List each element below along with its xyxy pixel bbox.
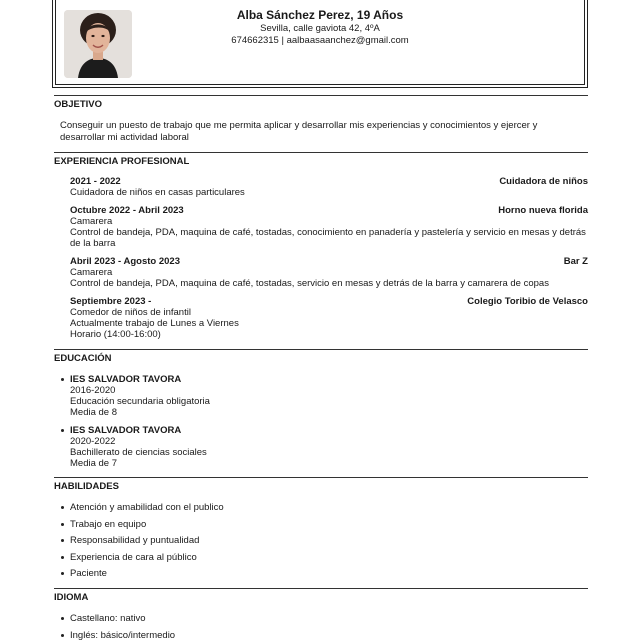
job-description: Control de bandeja, PDA, maquina de café, tostadas, conocimiento en panadería y pastelería y servicio en mesas y detrás de la barra (70, 227, 586, 249)
list-item: Trabajo en equipo (58, 519, 578, 530)
job-description: Control de bandeja, PDA, maquina de café, tostadas, servicio en mesas y detrás de la barra y camarera de copas (70, 278, 549, 289)
candidate-address: Sevilla, calle gaviota 42, 4ºA (260, 23, 380, 34)
language-list (58, 613, 578, 640)
list-item (58, 425, 578, 469)
job-dates: Abril 2023 - Agosto 2023 (70, 256, 180, 267)
candidate-name: Alba Sánchez Perez, 19 Años (236, 8, 404, 22)
list-item (58, 374, 578, 418)
education-list (58, 374, 578, 476)
job-hours: Horario (14:00-16:00) (70, 329, 161, 340)
list-item: Inglés: básico/intermedio (58, 630, 578, 640)
education-years: 2020-2022 (70, 436, 116, 447)
section-title-objetivo: OBJETIVO (54, 95, 588, 110)
candidate-contact: 674662315 | aalbaasaanchez@gmail.com (231, 34, 409, 46)
education-years: 2016-2020 (70, 385, 116, 396)
job-entry (70, 205, 588, 249)
section-title-experiencia: EXPERIENCIA PROFESIONAL (54, 152, 588, 167)
job-description: Cuidadora de niños en casas particulares (70, 187, 245, 198)
header-text (56, 8, 584, 46)
list-item: Atención y amabilidad con el publico (58, 502, 578, 513)
job-role: Camarera (70, 216, 113, 227)
job-dates: Septiembre 2023 - (70, 296, 152, 307)
job-schedule: Actualmente trabajo de Lunes a Viernes (70, 318, 239, 329)
education-degree: Bachillerato de ciencias sociales (70, 447, 207, 458)
objetivo-text: Conseguir un puesto de trabajo que me permita aplicar y desarrollar mis experiencias y conocimientos y ejercer y desarrollar mi actividad laboral (60, 120, 538, 143)
header-box (52, 0, 588, 88)
job-role: Comedor de niños de infantil (70, 307, 191, 318)
section-title-habilidades: HABILIDADES (54, 477, 588, 492)
education-school: IES SALVADOR TAVORA (70, 425, 182, 436)
job-place: Horno nueva florida (498, 205, 588, 216)
education-grade: Media de 7 (70, 458, 118, 469)
education-school: IES SALVADOR TAVORA (70, 374, 182, 385)
job-place: Bar Z (563, 256, 588, 267)
job-place: Cuidadora de niños (499, 176, 588, 187)
education-degree: Educación secundaria obligatoria (70, 396, 210, 407)
job-role: Camarera (70, 267, 113, 278)
job-dates: Octubre 2022 - Abril 2023 (70, 205, 184, 216)
job-place: Colegio Toribio de Velasco (467, 296, 588, 307)
job-entry (70, 296, 588, 340)
job-dates: 2021 - 2022 (70, 176, 121, 187)
list-item: Paciente (58, 568, 578, 579)
job-entry (70, 256, 588, 289)
education-grade: Media de 8 (70, 407, 118, 418)
list-item: Responsabilidad y puntualidad (58, 535, 578, 546)
list-item: Castellano: nativo (58, 613, 578, 624)
section-title-idioma: IDIOMA (54, 588, 588, 603)
list-item: Experiencia de cara al público (58, 552, 578, 563)
job-entry (70, 176, 588, 198)
section-title-educacion: EDUCACIÓN (54, 349, 588, 364)
skills-list (58, 502, 578, 585)
